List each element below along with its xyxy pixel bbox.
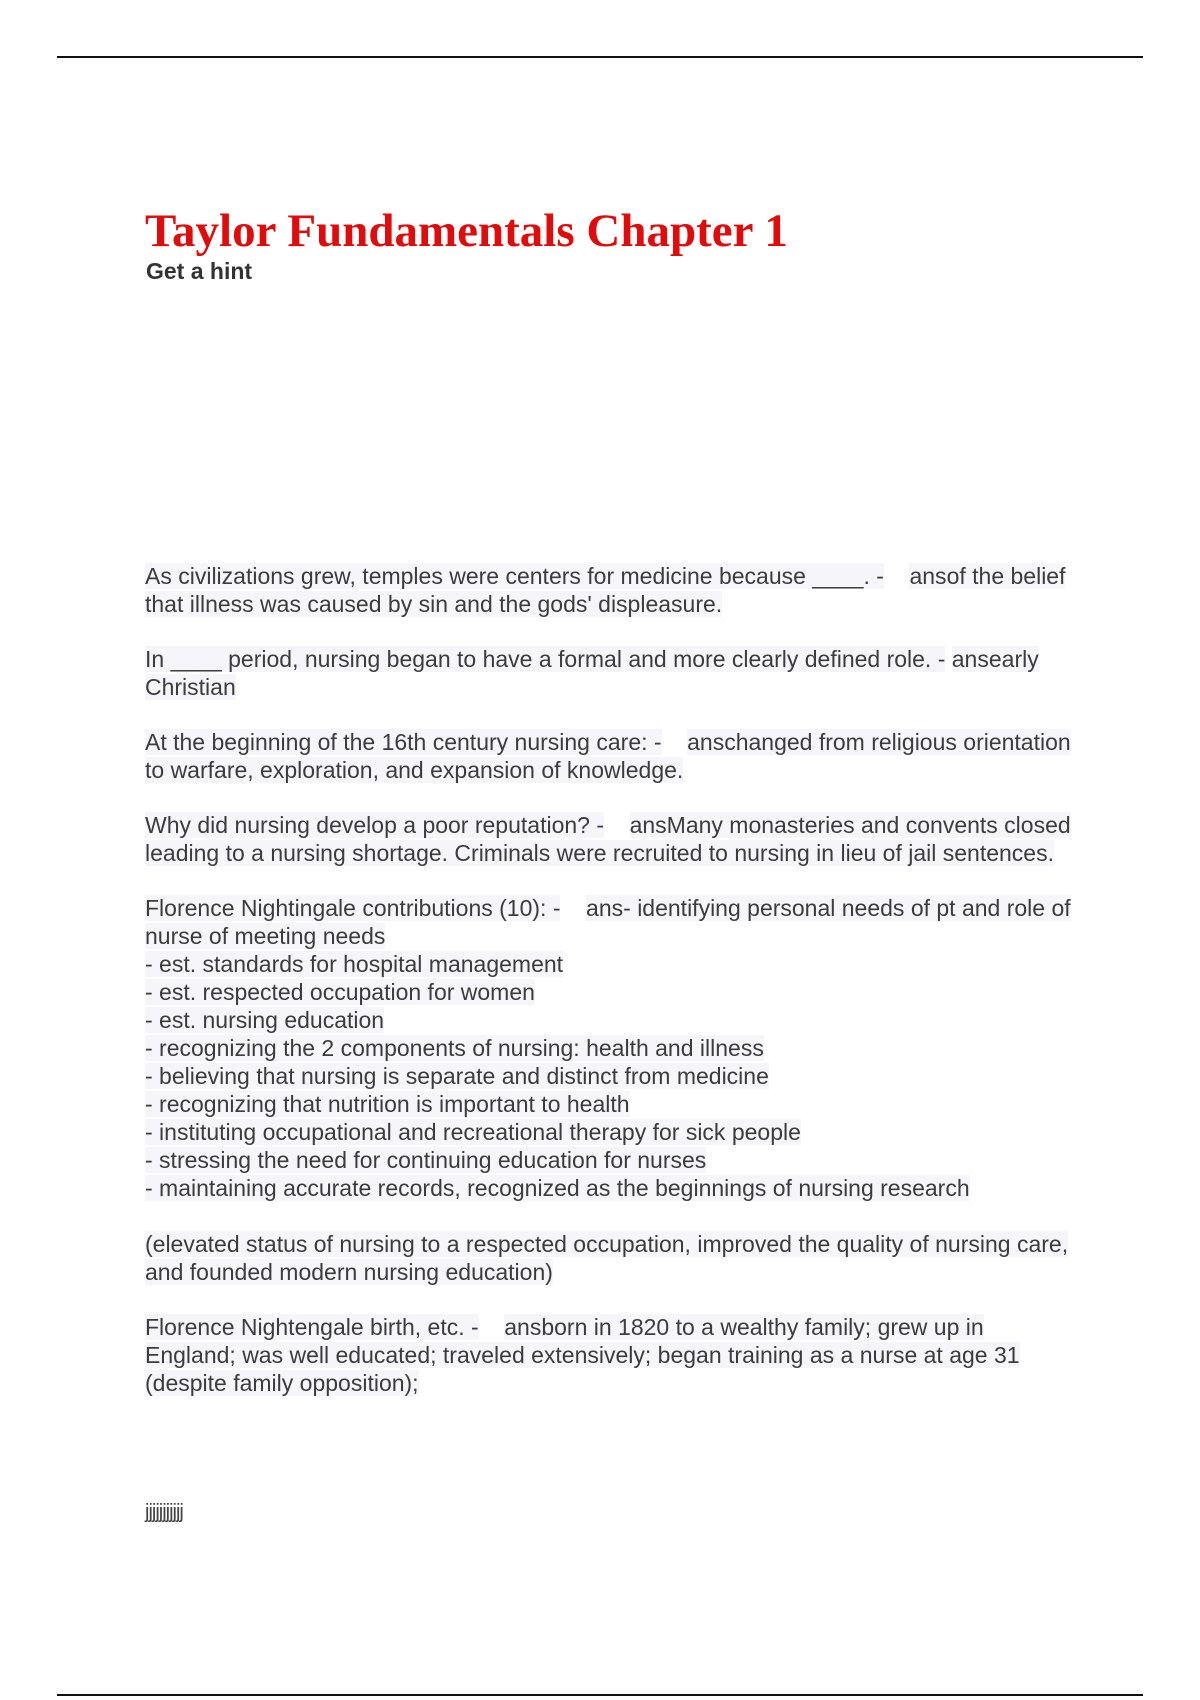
list-item: - believing that nursing is separate and distinct from medicine xyxy=(145,1063,769,1089)
flashcard xyxy=(145,1313,1075,1397)
list-item: - stressing the need for continuing education for nurses xyxy=(145,1147,707,1173)
bottom-rule xyxy=(57,1694,1143,1696)
card-note: (elevated status of nursing to a respected occupation, improved the quality of nursing care, and founded modern nursing education) xyxy=(145,1231,1069,1285)
flashcard xyxy=(145,645,1075,701)
flashcard xyxy=(145,894,1075,1286)
top-rule xyxy=(57,56,1143,58)
card-answer: - identifying personal needs of pt and role of nurse of meeting needs xyxy=(145,895,1071,949)
answer-prefix: ans xyxy=(909,563,947,589)
list-item: - maintaining accurate records, recognized as the beginnings of nursing research xyxy=(145,1175,970,1201)
card-answer: Many monasteries and convents closed leading to a nursing shortage. Criminals were recruited to nursing in lieu of jail sentences. xyxy=(145,812,1071,866)
card-question: In ____ period, nursing began to have a formal and more clearly defined role. - xyxy=(145,646,946,672)
list-item: - recognizing the 2 components of nursing: health and illness xyxy=(145,1035,764,1061)
list-item: - recognizing that nutrition is important to health xyxy=(145,1091,630,1117)
flashcard xyxy=(145,562,1075,618)
list-item: - instituting occupational and recreational therapy for sick people xyxy=(145,1119,801,1145)
flashcard xyxy=(145,811,1075,867)
card-question: Why did nursing develop a poor reputation? - xyxy=(145,812,605,838)
document-title: Taylor Fundamentals Chapter 1 xyxy=(145,205,788,257)
answer-prefix: ans xyxy=(504,1314,542,1340)
card-question: At the beginning of the 16th century nursing care: - xyxy=(145,729,662,755)
list-item: - est. nursing education xyxy=(145,1007,385,1033)
card-question: Florence Nightengale birth, etc. - xyxy=(145,1314,479,1340)
card-answer: born in 1820 to a wealthy family; grew up in England; was well educated; traveled extensively; began training as a nurse at age 31 (despite family opposition); xyxy=(145,1314,1020,1396)
answer-prefix: ans xyxy=(586,895,624,921)
card-question: As civilizations grew, temples were centers for medicine because ____. - xyxy=(145,563,884,589)
flashcard xyxy=(145,728,1075,784)
card-answer: early Christian xyxy=(145,646,1039,700)
contribution-list xyxy=(145,950,1075,1202)
card-answer: of the belief that illness was caused by sin and the gods' displeasure. xyxy=(145,563,1066,617)
flashcard-list xyxy=(145,562,1075,1424)
answer-prefix: ans xyxy=(629,812,667,838)
card-answer: changed from religious orientation to warfare, exploration, and expansion of knowledge. xyxy=(145,729,1071,783)
list-item: - est. standards for hospital management xyxy=(145,951,564,977)
footer-mark: jjjjjjjjjjj xyxy=(145,1501,183,1523)
get-hint-link[interactable]: Get a hint xyxy=(146,258,253,284)
answer-prefix: ans xyxy=(687,729,725,755)
list-item: - est. respected occupation for women xyxy=(145,979,535,1005)
answer-prefix: ans xyxy=(951,646,989,672)
card-question: Florence Nightingale contributions (10): - xyxy=(145,895,561,921)
